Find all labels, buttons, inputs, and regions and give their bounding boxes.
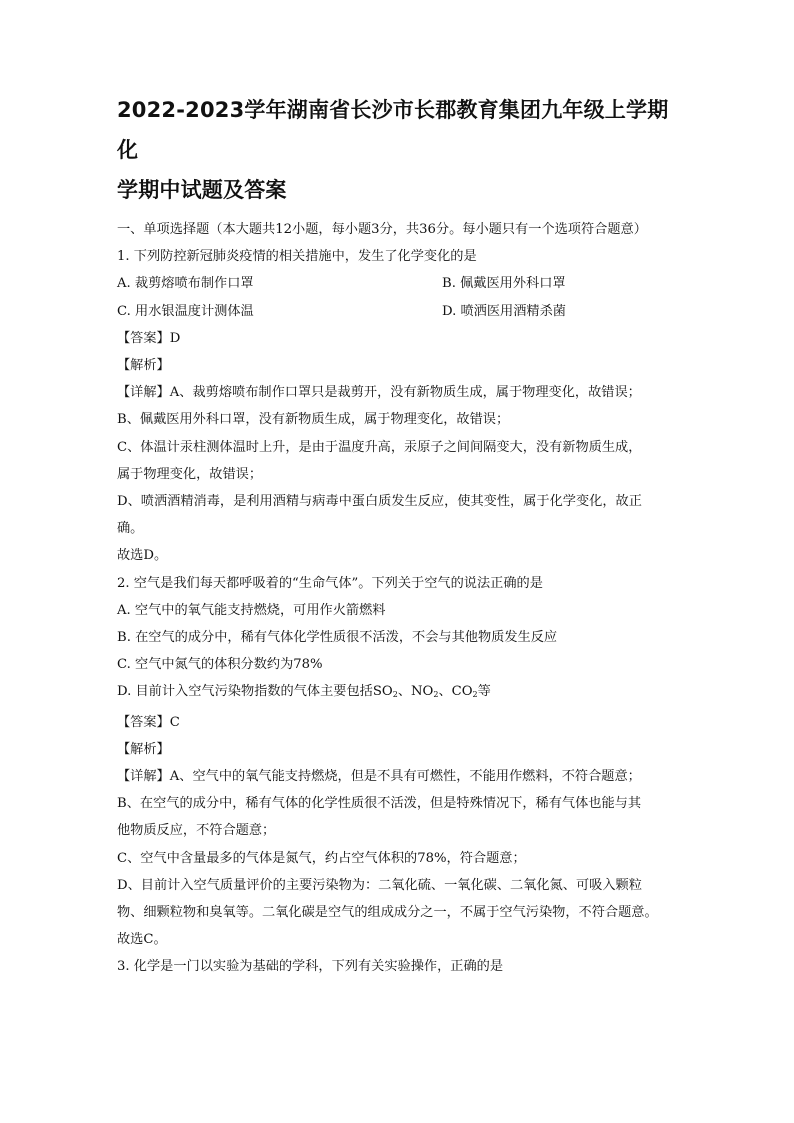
- q1-detail-2: B、佩戴医用外科口罩，没有新物质生成，属于物理变化，故错误；: [117, 412, 510, 428]
- q1-option-b: B. 佩戴医用外科口罩: [442, 276, 566, 292]
- q1-analysis-label: 【解析】: [117, 358, 170, 374]
- q2-option-c: C. 空气中氮气的体积分数约为78%: [117, 657, 323, 673]
- q2-detail-3: 他物质反应，不符合题意；: [117, 823, 276, 839]
- q1-conclusion: 故选D。: [117, 548, 168, 564]
- q1-detail-4: 属于物理变化，故错误；: [117, 466, 263, 482]
- q2-option-d-sub-2: 2: [433, 690, 439, 700]
- q1-detail-6: 确。: [117, 521, 144, 537]
- q2-option-a: A. 空气中的氧气能支持燃烧，可用作火箭燃料: [117, 602, 386, 618]
- q2-option-d-prefix: D. 目前计入空气污染物指数的气体主要包括SO: [117, 684, 393, 700]
- document-page: [117, 90, 682, 981]
- q1-detail-5: D、喷洒酒精消毒，是利用酒精与病毒中蛋白质发生反应，使其变性，属于化学变化，故正: [117, 494, 642, 510]
- title-line-1: 2022-2023学年湖南省长沙市长郡教育集团九年级上学期化: [117, 98, 669, 162]
- q2-option-d-sub-1: 2: [392, 690, 398, 700]
- q1-option-a: A. 裁剪熔喷布制作口罩: [117, 276, 254, 292]
- q2-detail-6: 物、细颗粒物和臭氧等。二氧化碳是空气的组成成分之一，不属于空气污染物，不符合题意。: [117, 905, 658, 921]
- q2-detail-1: 【详解】A、空气中的氧气能支持燃烧，但是不具有可燃性，不能用作燃料，不符合题意；: [117, 769, 641, 785]
- q2-option-d: [117, 678, 682, 708]
- q2-option-d-sub-3: 2: [472, 690, 478, 700]
- q2-detail-4: C、空气中含量最多的气体是氮气，约占空气体积的78%，符合题意；: [117, 850, 526, 866]
- q2-detail-5: D、目前计入空气质量评价的主要污染物为：二氧化硫、一氧化碳、二氧化氮、可吸入颗粒: [117, 877, 642, 893]
- q3-stem: 3. 化学是一门以实验为基础的学科，下列有关实验操作，正确的是: [117, 959, 504, 975]
- q2-analysis-label: 【解析】: [117, 741, 170, 757]
- q2-answer: 【答案】C: [117, 714, 180, 730]
- q2-conclusion: 故选C。: [117, 932, 167, 948]
- question-1: [117, 243, 682, 569]
- question-2: [117, 570, 682, 954]
- q2-option-d-mid-1: 、NO: [397, 684, 434, 700]
- document-title: [117, 90, 682, 210]
- q2-option-d-suffix: 等: [477, 684, 491, 700]
- q1-detail-3: C、体温计汞柱测体温时上升，是由于温度升高，汞原子之间间隔变大，没有新物质生成，: [117, 439, 642, 455]
- q1-option-c: C. 用水银温度计测体温: [117, 303, 254, 319]
- q1-option-d: D. 喷洒医用酒精杀菌: [442, 303, 566, 319]
- title-line-2: 学期中试题及答案: [117, 178, 287, 202]
- q2-option-d-mid-2: 、CO: [438, 684, 473, 700]
- q1-stem: 1. 下列防控新冠肺炎疫情的相关措施中，发生了化学变化的是: [117, 249, 477, 265]
- q2-stem: 2. 空气是我们每天都呼吸着的“生命气体”。下列关于空气的说法正确的是: [117, 575, 543, 591]
- q1-detail-1: 【详解】A、裁剪熔喷布制作口罩只是裁剪开，没有新物质生成，属于物理变化，故错误；: [117, 385, 641, 401]
- question-3: [117, 953, 682, 980]
- section-header: 一、单项选择题（本大题共12小题，每小题3分，共36分。每小题只有一个选项符合题意）: [117, 222, 647, 237]
- q1-options-row-1: [117, 270, 682, 297]
- q1-answer: 【答案】D: [117, 330, 181, 346]
- q2-option-b: B. 在空气的成分中，稀有气体化学性质很不活泼，不会与其他物质发生反应: [117, 630, 558, 646]
- q2-detail-2: B、在空气的成分中，稀有气体的化学性质很不活泼，但是特殊情况下，稀有气体也能与其: [117, 796, 641, 812]
- q1-options-row-2: [117, 298, 682, 325]
